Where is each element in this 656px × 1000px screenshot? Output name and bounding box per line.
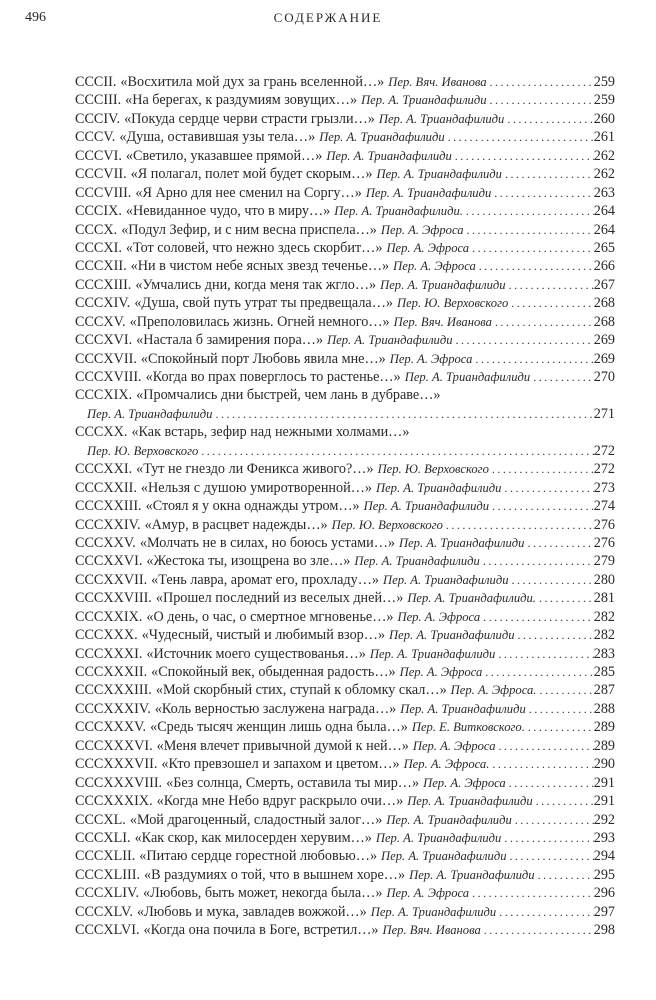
entry-title: «На берегах, к раздумиям зовущих…» (125, 92, 358, 109)
toc-entry[interactable] (75, 663, 615, 681)
entry-title: «Мой скорбный стих, ступай к обломку скал…» (155, 682, 447, 699)
entry-title: «Мой драгоценный, сладостный залог…» (129, 811, 383, 828)
entry-translator: Пер. Е. Витковского. (411, 720, 525, 735)
entry-title: «Спокойный порт Любовь явила мне…» (140, 350, 386, 367)
toc-entry[interactable] (75, 792, 615, 810)
toc-entry[interactable] (75, 239, 615, 257)
dot-leader (469, 239, 594, 257)
entry-translator: Пер. А. Триандафилиди (378, 111, 505, 126)
entry-translator: Пер. А. Триандафилиди (386, 812, 512, 827)
toc-entry[interactable] (75, 903, 615, 921)
toc-entry[interactable] (75, 829, 615, 847)
entry-translator: Пер. А. Триандафилиди (363, 499, 490, 514)
entry-page: 265 (593, 239, 615, 256)
dot-leader (469, 884, 594, 902)
entry-title: «Когда во прах поверглось то растенье…» (145, 369, 401, 385)
dot-leader (508, 294, 593, 312)
entry-title: «Любовь, быть может, некогда была…» (143, 885, 383, 902)
toc-entry[interactable] (75, 165, 615, 183)
toc-entry[interactable] (75, 73, 615, 91)
entry-page: 263 (593, 184, 615, 201)
entry-number: CCCXIV. (75, 295, 131, 312)
entry-number: CCCXX. (75, 424, 128, 441)
entry-page: 290 (593, 756, 615, 773)
entry-translator: Пер. А. Триандафилиди (365, 185, 492, 200)
toc-entry[interactable] (75, 386, 615, 404)
dot-leader (481, 921, 594, 939)
entry-translator: Пер. А. Триандафилиди (319, 130, 445, 145)
entry-number: CCCXVI. (75, 332, 133, 349)
entry-number: CCCXXXIII. (75, 682, 152, 699)
entry-page: 259 (593, 92, 615, 109)
dot-leader (515, 626, 594, 644)
entry-page: 269 (593, 350, 615, 367)
entry-number: CCCXLVI. (75, 922, 140, 939)
entry-page: 260 (593, 110, 615, 127)
entry-title: «Светило, указавшее прямой…» (125, 147, 323, 164)
toc-entry[interactable] (75, 645, 615, 663)
toc-entry[interactable] (75, 552, 615, 570)
dot-leader (533, 792, 594, 810)
entry-page: 289 (593, 737, 615, 754)
toc-entry[interactable] (75, 921, 615, 939)
dot-leader (487, 73, 594, 91)
entry-translator: Пер. А. Эфроса (412, 738, 496, 753)
dot-leader (502, 165, 594, 183)
toc-entry[interactable] (75, 626, 615, 644)
entry-title: «Амур, в расцвет надежды…» (144, 516, 328, 533)
toc-entry-continuation[interactable] (75, 442, 615, 460)
entry-page: 283 (593, 645, 615, 662)
dot-leader (445, 128, 594, 146)
entry-number: CCCXXX. (75, 627, 138, 644)
entry-title: «Кто превзошел и запахом и цветом…» (161, 756, 400, 773)
entry-page: 288 (593, 700, 615, 717)
entry-title: «Когда она почила в Боге, встретил…» (143, 922, 379, 939)
dot-leader (495, 645, 593, 663)
toc-entry[interactable] (75, 350, 615, 368)
entry-translator: Пер. А. Триандафилиди (404, 370, 531, 384)
toc-entry[interactable] (75, 847, 615, 865)
entry-title: «Жестока ты, изощрена во зле…» (146, 553, 351, 570)
entry-number: CCCV. (75, 129, 116, 146)
entry-title: «Промчались дни быстрей, чем лань в дубраве…» (136, 387, 441, 404)
entry-page: 269 (593, 332, 615, 349)
entry-translator: Пер. Ю. Верховского (87, 443, 199, 458)
entry-page: 276 (593, 534, 615, 551)
entry-title: «Средь тысяч женщин лишь одна была…» (150, 719, 408, 736)
entry-page: 272 (593, 461, 615, 478)
toc-entry[interactable] (75, 128, 615, 146)
entry-translator: Пер. Вяч. Иванова (388, 75, 487, 89)
entry-translator: Пер. А. Триандафилиди (409, 867, 535, 882)
entry-title: «Душа, свой путь утрат ты предвещала…» (134, 295, 393, 312)
entry-page: 270 (593, 369, 615, 385)
dot-leader (504, 110, 593, 128)
toc-entry[interactable] (75, 571, 615, 589)
dot-leader (198, 442, 593, 460)
entry-number: CCCXXXII. (75, 664, 148, 680)
entry-page: 261 (593, 129, 615, 146)
toc-entry[interactable] (75, 479, 615, 497)
entry-title: «Восхитила мой дух за грань вселенной…» (120, 74, 385, 90)
entry-number: CCCVI. (75, 147, 122, 164)
entry-translator: Пер. А. Триандафилиди (376, 167, 502, 182)
entry-title: «Тот соловей, что нежно здесь скорбит…» (125, 239, 383, 256)
entry-page: 272 (593, 442, 615, 459)
toc-entry[interactable] (75, 313, 615, 331)
dot-leader (506, 276, 594, 294)
dot-leader (496, 737, 594, 755)
entry-title: «Прошел последний из веселых дней…» (155, 590, 404, 607)
entry-page: 297 (593, 903, 615, 920)
entry-page: 282 (593, 627, 615, 644)
entry-translator: Пер. А. Триандафилиди (400, 701, 526, 716)
dot-leader (489, 497, 594, 515)
toc-entry[interactable] (75, 608, 615, 626)
entry-translator: Пер. Ю. Верховского (331, 517, 443, 532)
entry-page: 293 (593, 829, 615, 846)
entry-page: 268 (593, 313, 615, 330)
entry-page: 287 (593, 682, 615, 699)
toc-entry[interactable] (75, 681, 615, 699)
dot-leader (496, 903, 594, 921)
entry-translator: Пер. А. Триандафилиди (381, 849, 507, 864)
entry-translator: Пер. А. Триандафилиди (369, 646, 496, 661)
entry-translator: Пер. А. Эфроса. (450, 683, 537, 698)
dot-leader (501, 479, 593, 497)
toc-entry[interactable] (75, 737, 615, 755)
entry-title: «В раздумиях о той, что в вышнем хоре…» (144, 866, 406, 883)
entry-page: 264 (593, 203, 615, 220)
dot-leader (536, 589, 594, 607)
entry-number: CCCXXXVI. (75, 737, 153, 754)
running-title: СОДЕРЖАНИЕ (273, 10, 383, 25)
toc-entry[interactable] (75, 774, 615, 792)
entry-page: 292 (593, 811, 615, 828)
entry-page: 262 (593, 147, 615, 164)
entry-page: 262 (593, 166, 615, 183)
toc-entry[interactable] (75, 276, 615, 294)
toc-entry[interactable] (75, 589, 615, 607)
entry-translator: Пер. А. Триандафилиди (326, 148, 452, 163)
dot-leader (506, 774, 594, 792)
entry-page: 296 (593, 885, 615, 902)
dot-leader (476, 257, 594, 275)
entry-title: «Умчались дни, когда меня так жгло…» (135, 276, 377, 293)
entry-translator: Пер. А. Триандафилиди (380, 277, 506, 292)
entry-number: CCCXV. (75, 313, 126, 330)
entry-number: CCCIV. (75, 110, 121, 127)
toc-entry[interactable] (75, 147, 615, 165)
entry-number: CCCXI. (75, 239, 122, 256)
entry-title: «Любовь и мука, завладев вожжой…» (136, 903, 367, 920)
entry-page: 276 (593, 516, 615, 533)
entry-number: CCCXLIV. (75, 885, 139, 902)
entry-page: 291 (593, 793, 615, 810)
entry-number: CCCXLIII. (75, 866, 141, 883)
entry-translator: Пер. Вяч. Иванова (382, 923, 481, 938)
entry-title: «Питаю сердце горестной любовью…» (139, 848, 378, 865)
dot-leader (480, 552, 594, 570)
entry-translator: Пер. А. Эфроса (423, 775, 506, 790)
entry-title: «Я полагал, полет мой будет скорым…» (130, 166, 373, 183)
dot-leader (212, 405, 593, 423)
entry-title: «Чудесный, чистый и любимый взор…» (141, 627, 386, 644)
toc-entry[interactable] (75, 811, 615, 829)
entry-title: «Как встарь, зефир над нежными холмами…» (131, 424, 410, 441)
entry-page: 291 (593, 774, 615, 791)
entry-translator: Пер. А. Триандафилиди (376, 480, 502, 495)
entry-page: 298 (593, 922, 615, 939)
entry-title: «Спокойный век, обыденная радость…» (151, 664, 396, 680)
entry-translator: Пер. Ю. Верховского (397, 296, 509, 311)
entry-translator: Пер. А. Эфроса (386, 886, 470, 901)
entry-number: CCCXVIII. (75, 369, 142, 385)
dot-leader (487, 91, 594, 109)
entry-page: 273 (593, 479, 615, 496)
entry-translator: Пер. А. Эфроса (389, 351, 473, 366)
entry-translator: Пер. А. Триандафилиди (370, 904, 497, 919)
dot-leader (492, 313, 594, 331)
entry-translator: Пер. А. Триандафилиди (398, 535, 525, 550)
entry-title: «Тень лавра, аромат его, прохладу…» (151, 571, 380, 588)
entry-number: CCCXXXV. (75, 719, 147, 736)
entry-title: «Когда мне Небо вдруг раскрыло очи…» (156, 793, 404, 810)
dot-leader (480, 608, 594, 626)
toc-entry[interactable] (75, 221, 615, 239)
toc-entry[interactable] (75, 184, 615, 202)
entry-title: «Преполовилась жизнь. Огней немного…» (129, 313, 390, 330)
entry-number: CCCXXXIV. (75, 700, 151, 717)
dot-leader (507, 847, 594, 865)
entry-number: CCCIX. (75, 203, 122, 220)
entry-number: CCCXXVII. (75, 571, 148, 588)
entry-title: «Коль верностью заслужена награда…» (154, 700, 397, 717)
entry-title: «Молчать не в силах, но боюсь устами…» (139, 534, 395, 551)
entry-number: CCCXXV. (75, 534, 136, 551)
entry-page: 264 (593, 221, 615, 238)
toc-entry[interactable] (75, 755, 615, 773)
dot-leader (489, 460, 594, 478)
entry-translator: Пер. А. Эфроса. (403, 757, 490, 772)
entry-number: CCCXII. (75, 258, 127, 275)
toc-entry-continuation[interactable] (75, 405, 615, 423)
entry-number: CCCXXXI. (75, 645, 143, 662)
entry-translator: Пер. А. Эфроса (393, 259, 476, 274)
dot-leader (482, 663, 593, 681)
entry-number: CCCII. (75, 74, 117, 90)
toc-entry[interactable] (75, 294, 615, 312)
entry-number: CCCXVII. (75, 350, 137, 367)
entry-number: CCCXXIII. (75, 498, 142, 515)
toc-entry[interactable] (75, 331, 615, 349)
entry-page: 268 (593, 295, 615, 312)
entry-number: CCCVII. (75, 166, 127, 183)
toc-entry[interactable] (75, 497, 615, 515)
dot-leader (501, 829, 593, 847)
toc-entry[interactable] (75, 516, 615, 534)
dot-leader (526, 700, 594, 718)
entry-translator: Пер. А. Эфроса (397, 609, 481, 624)
toc-entry[interactable] (75, 202, 615, 220)
entry-translator: Пер. А. Триандафилиди (375, 830, 502, 845)
entry-number: CCCXLII. (75, 848, 136, 865)
entry-title: «Подул Зефир, и с ним весна приспела…» (121, 221, 377, 238)
entry-translator: Пер. А. Эфроса (386, 240, 470, 255)
entry-page: 295 (593, 866, 615, 883)
dot-leader (535, 866, 594, 884)
toc-entry[interactable] (75, 700, 615, 718)
entry-title: «Невиданное чудо, что в миру…» (125, 203, 331, 220)
toc-entry[interactable] (75, 257, 615, 275)
entry-title: «Источник моего существованья…» (146, 645, 366, 662)
entry-number: CCCXIX. (75, 387, 133, 404)
entry-page: 279 (593, 553, 615, 570)
entry-page: 280 (593, 571, 615, 588)
entry-translator: Пер. А. Триандафилиди (389, 628, 515, 643)
dot-leader (452, 147, 594, 165)
entry-page: 282 (593, 608, 615, 625)
entry-title: «Душа, оставившая узы тела…» (119, 129, 316, 146)
toc-entry[interactable] (75, 718, 615, 736)
entry-title: «Настала б замирения пора…» (136, 332, 324, 349)
toc-entry[interactable] (75, 368, 615, 386)
entry-title: «Меня влечет привычной думой к ней…» (156, 737, 409, 754)
entry-number: CCCXLI. (75, 829, 131, 846)
entry-page: 266 (593, 258, 615, 275)
entry-page: 294 (593, 848, 615, 865)
entry-number: CCCXXXIX. (75, 793, 153, 810)
entry-number: CCCXLV. (75, 903, 133, 920)
toc-entry[interactable] (75, 884, 615, 902)
entry-page: 259 (593, 74, 615, 90)
toc-entry[interactable] (75, 534, 615, 552)
entry-title: «Я Арно для нее сменил на Соргу…» (135, 184, 362, 201)
entry-page: 285 (593, 664, 615, 680)
dot-leader (524, 534, 593, 552)
entry-translator: Пер. А. Эфроса (399, 665, 483, 679)
entry-title: «О день, о час, о смертное мгновенье…» (146, 608, 394, 625)
toc-entry[interactable] (75, 91, 615, 109)
entry-number: CCCIII. (75, 92, 122, 109)
entry-number: CCCX. (75, 221, 118, 238)
dot-leader (512, 811, 594, 829)
toc-entry[interactable] (75, 110, 615, 128)
dot-leader (530, 368, 594, 386)
entry-number: CCCXXIV. (75, 516, 141, 533)
entry-number: CCCXXIX. (75, 608, 143, 625)
dot-leader (464, 221, 594, 239)
entry-page: 271 (593, 405, 615, 422)
entry-translator: Пер. А. Триандафилиди (383, 572, 509, 587)
entry-translator: Пер. А. Триандафилиди (361, 93, 487, 108)
dot-leader (453, 331, 594, 349)
entry-number: CCCXXVI. (75, 553, 143, 570)
entry-page: 289 (593, 719, 615, 736)
entry-translator: Пер. А. Триандафилиди (407, 794, 533, 809)
entry-title: «Нельзя с душою умиротворенной…» (140, 479, 372, 496)
entry-number: CCCXXVIII. (75, 590, 152, 607)
entry-page: 281 (593, 590, 615, 607)
entry-title: «Без солнца, Смерть, оставила ты мир…» (166, 774, 420, 791)
page-number: 496 (25, 10, 46, 25)
entry-translator: Пер. А. Триандафилиди. (407, 591, 536, 606)
dot-leader (509, 571, 594, 589)
entry-number: CCCXXXVIII. (75, 774, 163, 791)
entry-number: CCCVIII. (75, 184, 132, 201)
entry-translator: Пер. А. Триандафилиди. (334, 204, 463, 219)
entry-translator: Пер. А. Триандафилиди (354, 554, 480, 569)
entry-page: 267 (593, 276, 615, 293)
entry-translator: Пер. А. Триандафилиди (87, 406, 213, 421)
entry-number: CCCXXXVII. (75, 756, 158, 773)
entry-title: «Покуда сердце черви страсти грызли…» (124, 110, 375, 127)
dot-leader (472, 350, 593, 368)
table-of-contents (75, 73, 615, 940)
entry-translator: Пер. Вяч. Иванова (393, 314, 492, 329)
dot-leader (536, 681, 593, 699)
toc-entry[interactable] (75, 423, 615, 441)
dot-leader (525, 718, 594, 736)
toc-entry[interactable] (75, 866, 615, 884)
entry-title: «Стоял я у окна однажды утром…» (145, 498, 360, 515)
entry-number: CCCXL. (75, 811, 126, 828)
entry-title: «Тут не гнездо ли Феникса живого?…» (136, 461, 374, 478)
entry-number: CCCXXII. (75, 479, 137, 496)
dot-leader (443, 516, 594, 534)
dot-leader (491, 184, 593, 202)
entry-translator: Пер. Ю. Верховского (377, 462, 489, 477)
entry-title: «Как скор, как милосерден херувим…» (134, 829, 372, 846)
entry-number: CCCXIII. (75, 276, 132, 293)
dot-leader (463, 202, 594, 220)
entry-translator: Пер. А. Триандафилиди (327, 333, 453, 348)
entry-number: CCCXXI. (75, 461, 133, 478)
toc-entry[interactable] (75, 460, 615, 478)
entry-translator: Пер. А. Эфроса (380, 222, 464, 237)
dot-leader (489, 755, 593, 773)
entry-title: «Ни в чистом небе ясных звезд теченье…» (130, 258, 390, 275)
entry-page: 274 (593, 498, 615, 515)
